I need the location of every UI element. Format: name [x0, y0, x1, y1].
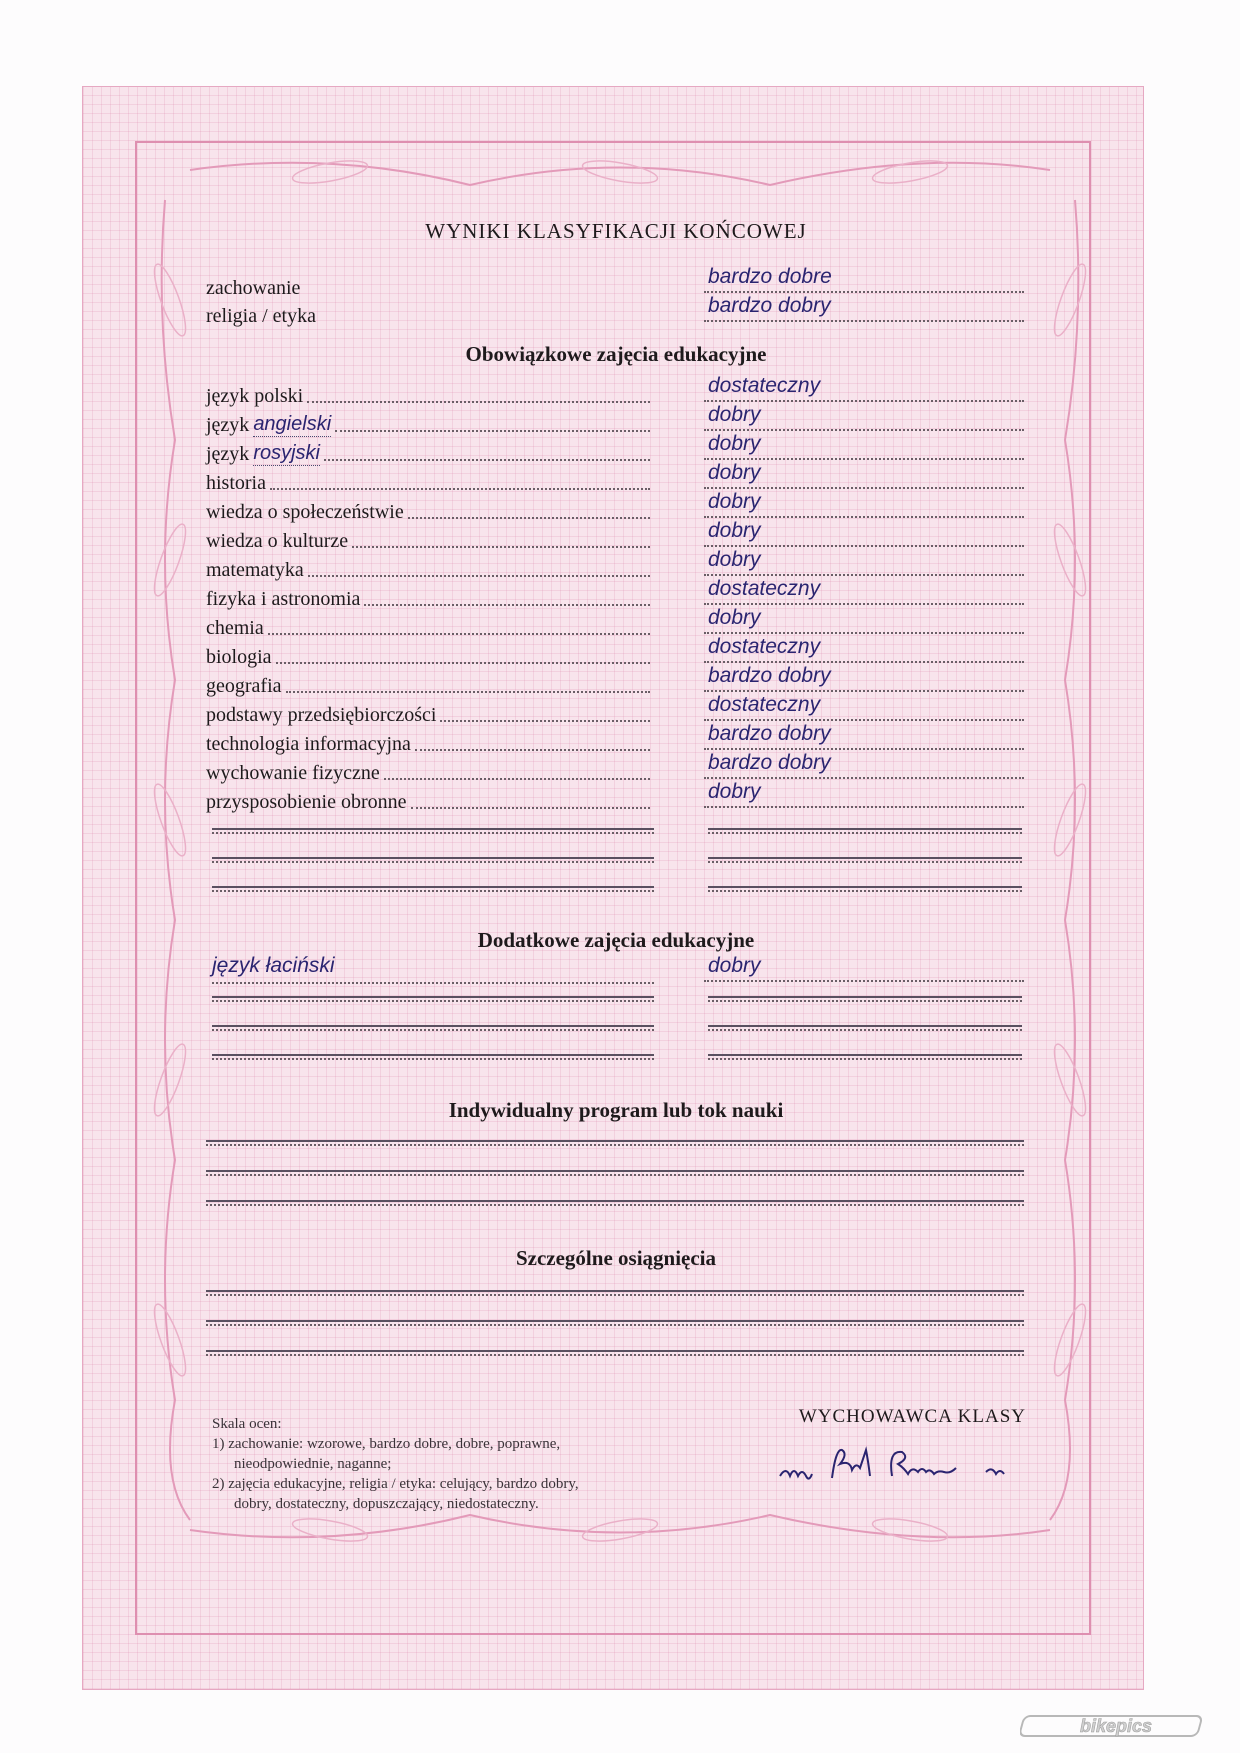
blank-line [212, 886, 654, 892]
subject-row [206, 438, 654, 466]
subject-label: wiedza o kulturze [206, 530, 349, 552]
subject-fill: angielski [253, 413, 332, 435]
scale-item-subjects-cont: dobry, dostateczny, dopuszczający, niedostateczny. [234, 1496, 539, 1512]
dotted-line [286, 691, 650, 693]
religion-row [206, 300, 506, 328]
blank-line [206, 1350, 1024, 1356]
subject-label: matematyka [206, 559, 304, 581]
subject-grade: dobry [704, 490, 1024, 518]
subject-grade: bardzo dobry [704, 722, 1024, 750]
blank-line [212, 857, 654, 863]
subject-grade: dostateczny [704, 577, 1024, 605]
behavior-row [206, 272, 506, 300]
blank-line [206, 1290, 1024, 1296]
subject-row [206, 525, 654, 553]
subject-label: chemia [206, 617, 264, 639]
subject-grade: dobry [704, 432, 1024, 460]
subject-label: fizyka i astronomia [206, 588, 361, 610]
subject-row [206, 496, 654, 524]
blank-line [212, 1054, 654, 1060]
blank-line [708, 996, 1022, 1002]
subject-label: wiedza o społeczeństwie [206, 501, 404, 523]
subject-label: wychowanie fizyczne [206, 762, 380, 784]
behavior-grade: bardzo dobre [704, 265, 1024, 293]
watermark-text: bikepics [1079, 1716, 1153, 1736]
subject-label: przysposobienie obronne [206, 791, 407, 813]
subject-row [206, 409, 654, 437]
subject-label: biologia [206, 646, 272, 668]
additional-heading: Dodatkowe zajęcia edukacyjne [477, 928, 755, 952]
scale-item-subjects: 2) zajęcia edukacyjne, religia / etyka: celujący, bardzo dobry, [212, 1476, 579, 1492]
teacher-signature [772, 1436, 1026, 1496]
blank-line [708, 1025, 1022, 1031]
subject-label: podstawy przedsiębiorczości [206, 704, 437, 726]
dotted-line [352, 546, 650, 548]
subject-row [206, 728, 654, 756]
scale-title: Skala ocen: [212, 1416, 282, 1432]
subject-grade: dostateczny [704, 693, 1024, 721]
religion-label: religia / etyka [206, 305, 316, 327]
blank-line [212, 996, 654, 1002]
subject-grade: dobry [704, 606, 1024, 634]
subject-label: język [206, 443, 250, 465]
religion-grade: bardzo dobry [704, 294, 1024, 322]
dotted-line [408, 517, 650, 519]
page-title: WYNIKI KLASYFIKACJI KOŃCOWEJ [425, 219, 807, 243]
dotted-line [335, 430, 650, 432]
additional-subject: język łaciński [212, 954, 654, 984]
dotted-line [440, 720, 650, 722]
behavior-label: zachowanie [206, 277, 301, 299]
subject-label: język [206, 414, 250, 436]
blank-line [708, 857, 1022, 863]
subject-row [206, 670, 654, 698]
subject-label: historia [206, 472, 266, 494]
subject-grade: dobry [704, 519, 1024, 547]
subject-label: geografia [206, 675, 282, 697]
dotted-line [308, 575, 650, 577]
subject-label: technologia informacyjna [206, 733, 411, 755]
blank-line [708, 828, 1022, 834]
subject-row [206, 554, 654, 582]
certificate-content [206, 0, 1026, 1753]
subject-row [206, 467, 654, 495]
subject-grade: dobry [704, 548, 1024, 576]
dotted-line [276, 662, 650, 664]
subject-grade: dobry [704, 403, 1024, 431]
subject-row [206, 699, 654, 727]
dotted-line [270, 488, 650, 490]
class-teacher-label: WYCHOWAWCA KLASY [798, 1406, 1026, 1427]
subject-grade: dostateczny [704, 635, 1024, 663]
blank-line [212, 828, 654, 834]
blank-line [708, 1054, 1022, 1060]
dotted-line [411, 807, 650, 809]
subject-grade: bardzo dobry [704, 664, 1024, 692]
scale-item-behavior: 1) zachowanie: wzorowe, bardzo dobre, dobre, poprawne, [212, 1436, 561, 1452]
dotted-line [415, 749, 650, 751]
scale-item-behavior-cont: nieodpowiednie, naganne; [234, 1456, 392, 1472]
blank-line [212, 1025, 654, 1031]
subject-grade: bardzo dobry [704, 751, 1024, 779]
subject-grade: dobry [704, 461, 1024, 489]
additional-grade: dobry [704, 954, 1024, 982]
dotted-line [384, 778, 650, 780]
subject-grade: dobry [704, 780, 1024, 808]
subject-row [206, 380, 654, 408]
blank-line [206, 1170, 1024, 1176]
grading-scale [212, 1414, 672, 1514]
blank-line [206, 1320, 1024, 1326]
dotted-line [324, 459, 650, 461]
dotted-line [364, 604, 650, 606]
dotted-line [307, 401, 650, 403]
individual-heading: Indywidualny program lub tok nauki [448, 1098, 784, 1122]
blank-line [206, 1140, 1024, 1146]
subject-row [206, 612, 654, 640]
subject-fill: rosyjski [253, 442, 320, 464]
bikepics-logo [1020, 1710, 1210, 1740]
subject-row [206, 641, 654, 669]
subject-row [206, 583, 654, 611]
subject-row [206, 757, 654, 785]
subject-label: język polski [206, 385, 304, 407]
subject-row [206, 786, 654, 814]
dotted-line [268, 633, 650, 635]
subject-grade: dostateczny [704, 374, 1024, 402]
achievements-heading: Szczególne osiągnięcia [515, 1246, 717, 1270]
blank-line [206, 1200, 1024, 1206]
blank-line [708, 886, 1022, 892]
mandatory-heading: Obowiązkowe zajęcia edukacyjne [465, 342, 767, 366]
